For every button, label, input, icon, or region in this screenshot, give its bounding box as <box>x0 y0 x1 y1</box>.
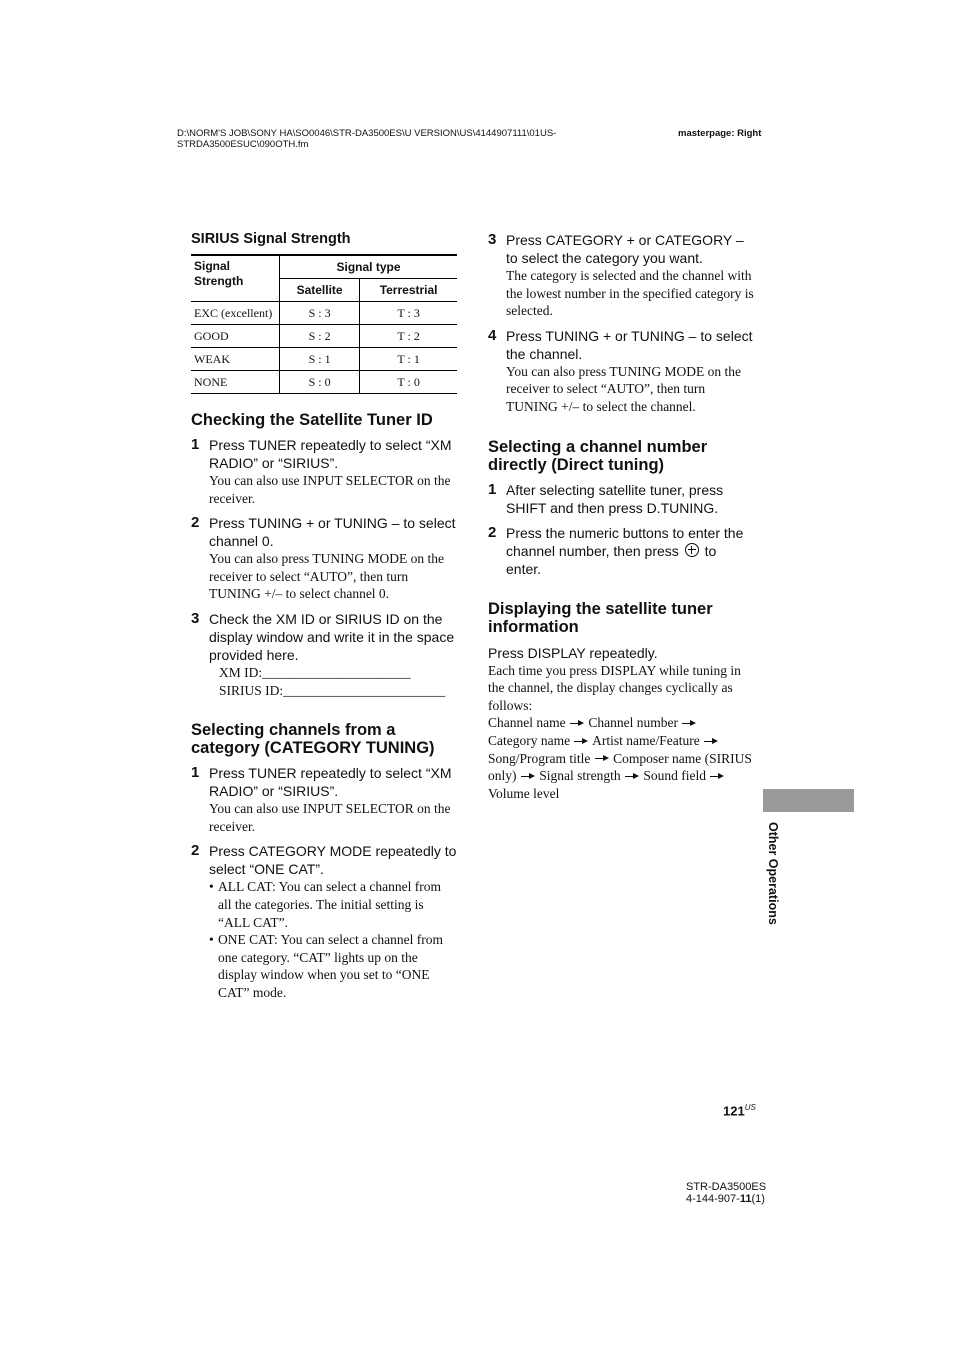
page-number <box>723 1103 756 1118</box>
direct-tuning-heading: Selecting a channel number directly (Direct tuning) <box>488 437 708 474</box>
cycle-item: Signal strength <box>539 768 621 784</box>
table-row <box>191 348 457 371</box>
step-instruction: Press CATEGORY + or CATEGORY – to select the category you want. <box>506 232 744 266</box>
direct-step-2 <box>488 524 754 578</box>
masterpage-label: masterpage: Right <box>678 128 762 139</box>
sirius-table-title: SIRIUS Signal Strength <box>191 231 351 247</box>
arrow-right-icon <box>709 773 725 781</box>
step-instruction: Press TUNER repeatedly to select “XM RADIO” or “SIRIUS”. <box>209 765 452 800</box>
category-step-2 <box>191 842 457 1001</box>
checking-step-2 <box>191 514 457 603</box>
satellite-cell: S : 1 <box>280 348 360 371</box>
direct-step-1 <box>488 481 754 517</box>
step-number: 1 <box>191 436 200 453</box>
category-step-3 <box>488 231 754 320</box>
cycle-item: Channel name <box>488 715 566 731</box>
col-signal-type: Signal type <box>280 255 458 279</box>
bullet-item <box>209 931 457 1001</box>
display-cycle <box>488 714 754 802</box>
strength-cell: NONE <box>194 374 228 389</box>
arrow-right-icon <box>573 738 589 746</box>
section-tab-marker <box>763 789 854 812</box>
checking-step-3 <box>191 610 457 699</box>
cycle-item: Artist name/Feature <box>592 732 700 748</box>
bullet-text: ALL CAT: You can select a channel from all the categories. The initial setting is “ALL CAT”. <box>218 879 442 930</box>
arrow-right-icon <box>703 738 719 746</box>
step-note: You can also use INPUT SELECTOR on the receiver. <box>209 801 451 834</box>
arrow-right-icon <box>569 720 585 728</box>
cycle-item: Volume level <box>488 785 560 801</box>
file-path: D:\NORM'S JOB\SONY HA\SO0046\STR-DA3500ES\U VERSION\US\4144907111\01US-STRDA3500ESUC\090OTH.fm <box>177 128 557 150</box>
step-instruction: Press TUNING + or TUNING – to select channel 0. <box>209 515 456 550</box>
section-tab-text: Other Operations <box>766 822 780 925</box>
cycle-item: Song/Program title <box>488 750 591 766</box>
step-instruction: After selecting satellite tuner, press SHIFT and then press D.TUNING. <box>506 481 724 516</box>
step-number: 3 <box>488 231 497 248</box>
satellite-cell: S : 2 <box>280 325 360 348</box>
step-instruction: Press TUNING + or TUNING – to select the channel. <box>506 327 753 362</box>
left-column <box>191 230 457 1002</box>
step-number: 1 <box>488 480 497 498</box>
part-code-c: (1) <box>751 1193 765 1205</box>
checking-tuner-id-heading: Checking the Satellite Tuner ID <box>191 411 433 429</box>
part-code <box>686 1193 766 1205</box>
page-number-value: 121 <box>723 1103 745 1119</box>
instruction-part: Press the numeric buttons to enter the channel number, then press <box>506 524 744 559</box>
arrow-right-icon <box>594 755 610 763</box>
step-note: The category is selected and the channel with the lowest number in the specified category is selected. <box>506 268 754 319</box>
step-number: 2 <box>488 523 497 541</box>
xm-id-blank: XM ID:______________________ <box>219 664 411 680</box>
cycle-item: Composer name (SIRIUS only) <box>488 750 752 784</box>
strength-cell: EXC (excellent) <box>194 305 273 320</box>
footer <box>686 1181 766 1205</box>
step-number: 4 <box>488 326 497 344</box>
terrestrial-cell: T : 1 <box>360 348 457 371</box>
terrestrial-cell: T : 0 <box>360 371 457 394</box>
bullet-icon: • <box>209 879 214 895</box>
step-note: You can also press TUNING MODE on the receiver to select “AUTO”, then turn TUNING +/– to select the channel. <box>506 363 741 414</box>
bullet-icon: • <box>209 932 214 948</box>
table-row <box>191 325 457 348</box>
bullet-item <box>209 878 457 931</box>
bullet-text: ONE CAT: You can select a channel from one category. “CAT” lights up on the display window when you set to “ONE CAT” mode. <box>218 932 444 1000</box>
section-tab-label <box>740 822 820 942</box>
enter-plus-icon <box>685 543 699 557</box>
display-note: Each time you press DISPLAY while tuning in the channel, the display changes cyclically as follows: <box>488 662 741 713</box>
table-row <box>191 371 457 394</box>
cycle-item: Channel number <box>588 715 678 731</box>
step-note: You can also press TUNING MODE on the receiver to select “AUTO”, then turn TUNING +/– to select channel 0. <box>209 551 444 602</box>
step-instruction: Press TUNER repeatedly to select “XM RADIO” or “SIRIUS”. <box>209 437 452 471</box>
strength-cell: WEAK <box>194 351 230 366</box>
category-step-4 <box>488 327 754 416</box>
step-note: You can also use INPUT SELECTOR on the receiver. <box>209 473 451 506</box>
signal-strength-table <box>191 254 457 394</box>
part-code-a: 4-144-907- <box>686 1193 740 1205</box>
terrestrial-cell: T : 3 <box>360 302 457 325</box>
satellite-cell: S : 0 <box>280 371 360 394</box>
col-terrestrial: Terrestrial <box>360 279 457 302</box>
instruction-part: to enter. <box>506 542 717 577</box>
arrow-right-icon <box>520 773 536 781</box>
cycle-item: Sound field <box>643 768 706 784</box>
category-tuning-heading: Selecting channels from a category (CATEGORY TUNING) <box>191 721 435 758</box>
part-code-b: 11 <box>739 1193 752 1205</box>
arrow-right-icon <box>681 720 697 728</box>
satellite-cell: S : 3 <box>280 302 360 325</box>
step-number: 3 <box>191 609 200 627</box>
step-instruction: Check the XM ID or SIRIUS ID on the display window and write it in the space provided here. <box>209 610 455 663</box>
terrestrial-cell: T : 2 <box>360 325 457 348</box>
step-number: 2 <box>191 514 200 532</box>
page-number-suffix: US <box>744 1103 756 1112</box>
sirius-id-blank: SIRIUS ID:________________________ <box>219 682 446 698</box>
step-number: 1 <box>191 764 200 782</box>
table-row <box>191 302 457 325</box>
display-info-heading: Displaying the satellite tuner information <box>488 599 713 636</box>
category-step-1 <box>191 764 457 835</box>
display-instruction: Press DISPLAY repeatedly. <box>488 644 658 661</box>
step-instruction: Press CATEGORY MODE repeatedly to select “ONE CAT”. <box>209 843 457 878</box>
step-number: 2 <box>191 842 200 860</box>
checking-step-1 <box>191 436 457 507</box>
cycle-item: Category name <box>488 732 571 748</box>
col-signal-strength: Signal Strength <box>194 259 244 288</box>
strength-cell: GOOD <box>194 328 229 343</box>
arrow-right-icon <box>624 773 640 781</box>
right-column <box>488 231 754 802</box>
step-instruction <box>506 524 754 578</box>
col-satellite: Satellite <box>280 279 360 302</box>
model-number: STR-DA3500ES <box>686 1181 767 1193</box>
